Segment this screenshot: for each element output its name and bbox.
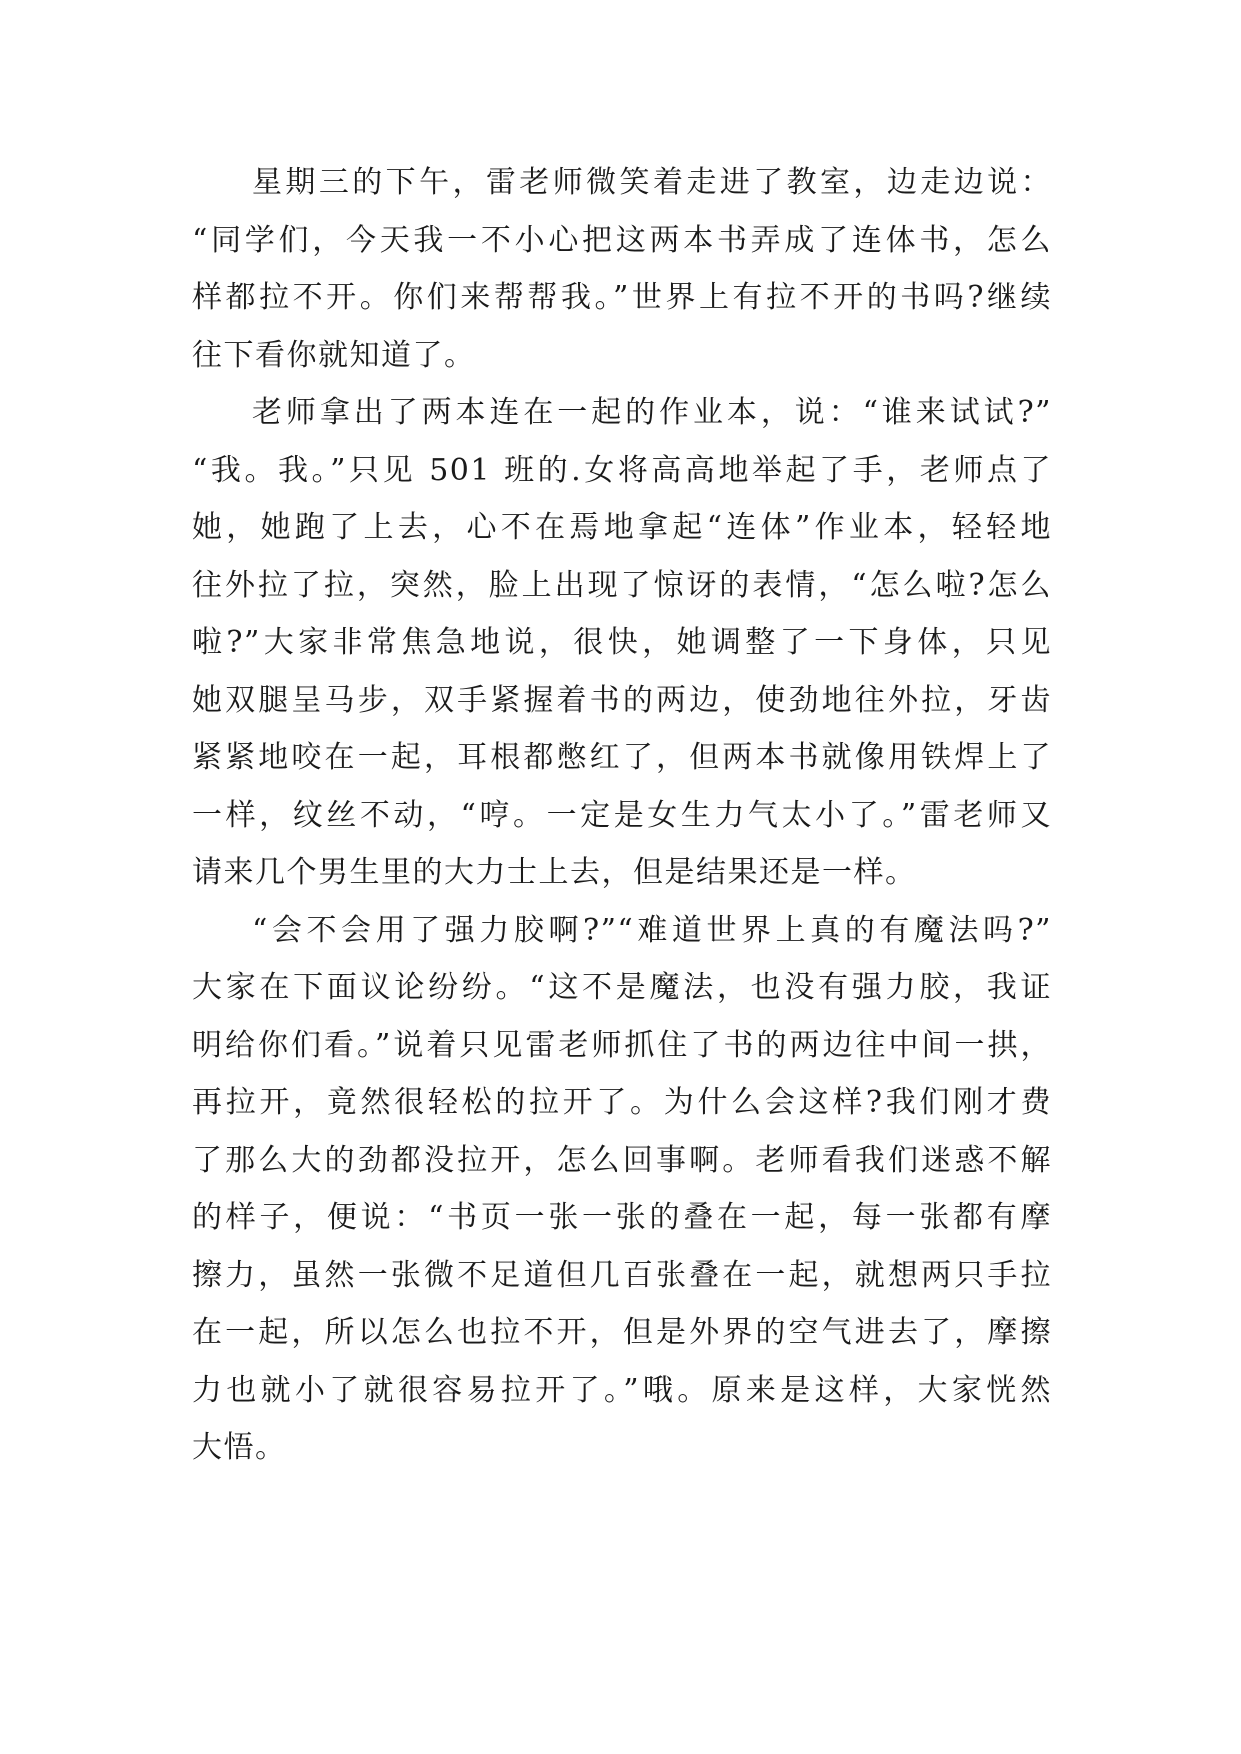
- text-line: 请来几个男生里的大力士上去，但是结果还是一样。: [192, 855, 917, 890]
- text-line: 星期三的下午，雷老师微笑着走进了教室，边走边说：: [252, 165, 1052, 200]
- text-line: 她，她跑了上去，心不在焉地拿起“连体”作业本，轻轻地: [192, 510, 1052, 545]
- text-line: “会不会用了强力胶啊?”“难道世界上真的有魔法吗?”: [252, 912, 1052, 948]
- text-line: 样都拉不开。你们来帮帮我。”世界上有拉不开的书吗?继续: [192, 280, 1052, 315]
- text-line: 明给你们看。”说着只见雷老师抓住了书的两边往中间一拱，: [192, 1027, 1052, 1063]
- text-line: 擦力，虽然一张微不足道但几百张叠在一起，就想两只手拉: [192, 1257, 1052, 1293]
- document-body: [192, 154, 1052, 1477]
- text-line: 了那么大的劲都没拉开，怎么回事啊。老师看我们迷惑不解: [192, 1142, 1052, 1178]
- text-line: 一样，纹丝不动，“哼。一定是女生力气太小了。”雷老师又: [192, 797, 1052, 833]
- paragraph-2: [192, 384, 1052, 902]
- text-line: 啦?”大家非常焦急地说，很快，她调整了一下身体，只见: [192, 625, 1052, 660]
- paragraph-3: [192, 902, 1052, 1477]
- text-line: 大家在下面议论纷纷。“这不是魔法，也没有强力胶，我证: [192, 970, 1052, 1005]
- text-line: 紧紧地咬在一起，耳根都憋红了，但两本书就像用铁焊上了: [192, 740, 1052, 775]
- paragraph-1: [192, 154, 1052, 384]
- text-line: “我。我。”只见 501 班的.女将高高地举起了手，老师点了: [192, 452, 1052, 488]
- text-line: 力也就小了就很容易拉开了。”哦。原来是这样，大家恍然: [192, 1372, 1052, 1408]
- text-line: 她双腿呈马步，双手紧握着书的两边，使劲地往外拉，牙齿: [192, 682, 1052, 718]
- text-line: 老师拿出了两本连在一起的作业本，说：“谁来试试?”: [252, 395, 1052, 430]
- text-line: 往下看你就知道了。: [192, 337, 476, 373]
- text-line: 往外拉了拉，突然，脸上出现了惊讶的表情，“怎么啦?怎么: [192, 567, 1052, 603]
- text-line: “同学们，今天我一不小心把这两本书弄成了连体书，怎么: [192, 222, 1052, 258]
- text-line: 再拉开，竟然很轻松的拉开了。为什么会这样?我们刚才费: [192, 1085, 1052, 1120]
- text-line: 在一起，所以怎么也拉不开，但是外界的空气进去了，摩擦: [192, 1315, 1052, 1350]
- text-line: 大悟。: [192, 1430, 287, 1465]
- text-line: 的样子，便说：“书页一张一张的叠在一起，每一张都有摩: [192, 1200, 1052, 1235]
